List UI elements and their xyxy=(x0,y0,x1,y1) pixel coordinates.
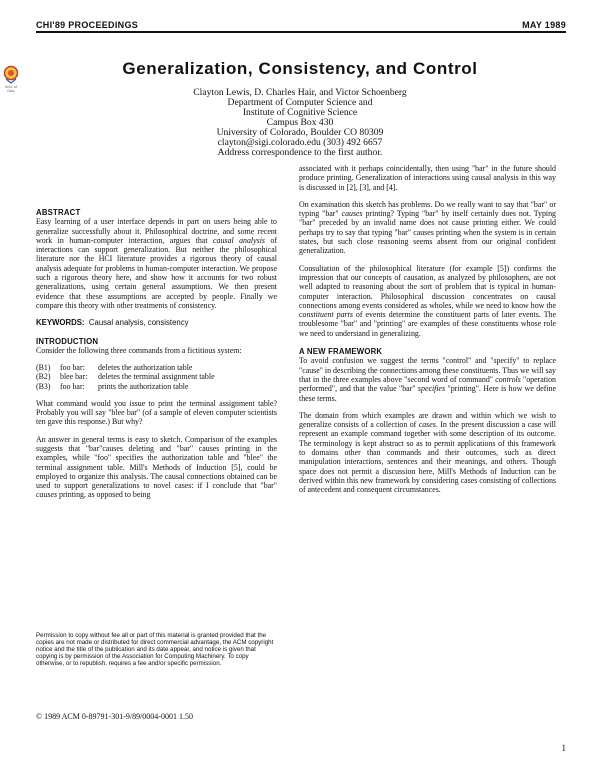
right-paragraph-3: Consultation of the philosophical literature (for example [5]) confirms the impression that our concepts of causation, as analyzed by philosophers, are not well adapted to reasoning about the sort of problem that is typical in human-computer interaction. Philosophical discussion concentrates on causal connections among events considered as wholes, while we need to know how the constituent parts of events determine the constituent parts of later events. The troublesome "bar" and "printing" are examples of these constituents whose role we need to understand in generalizing. xyxy=(299,263,556,338)
author-institute: Institute of Cognitive Science xyxy=(242,107,358,118)
running-header-right: MAY 1989 xyxy=(522,20,566,30)
abstract-text: Easy learning of a user interface depends in part on users being able to generalize successfully about it. Philosophical doctrine, and some recent work in human-computer interaction, argues that causal analysis of interactions can support generalization. But neither the philosophical literature nor the HCI literature provides a rigorous theory of causal analysis adequate for problems in human-computer interaction. We propose such a rigorous theory here, and show how it accounts for two robust generalizations, using certain general assumptions. We then present evidence that these assumptions are accepted by people. Finally we compare this theory with other treatments of consistency. xyxy=(36,217,278,310)
intro-paragraph-3: An answer in general terms is easy to sketch. Comparison of the examples suggests that "bar"causes deleting and "bar" causes printing in the examples, while "foo" specifies the authorization table and "blee" the terminal assignment table. Mill's Methods of Induction [5], could be employed to organize this analysis. The causal connections obtained can be used to support generalizations to novel cases: if I conclude that "bar" causes printing, as opposed to being xyxy=(36,434,277,500)
framework-paragraph-1: To avoid confusion we suggest the terms "control" and "specify" to replace "cause" in describing the connections among these constituents. Thus we will say that in the three examples above "second word of command" controls "operation performed", and that the value "bar" specifies "printing". Here is how we define these terms. xyxy=(299,356,556,403)
paper-title: Generalization, Consistency, and Control xyxy=(122,59,478,78)
keywords-text: Causal analysis, consistency xyxy=(88,318,189,328)
author-university: University of Colorado, Boulder CO 80309 xyxy=(216,127,384,138)
author-campus-box: Campus Box 430 xyxy=(266,117,334,128)
author-contact: clayton@sigi.colorado.edu (303) 492 6657 xyxy=(217,137,383,148)
intro-paragraph-2: What command would you issue to print the terminal assignment table? Probably you will say "blee bar" (of a sample of eleven computer scientists ten gave this response.) But why? xyxy=(36,398,277,427)
author-department: Department of Computer Science and xyxy=(227,97,373,108)
framework-heading: A NEW FRAMEWORK xyxy=(299,347,383,357)
left-column xyxy=(36,208,277,500)
command-row: (B3) foo bar: prints the authorization table xyxy=(36,381,189,391)
introduction-heading: INTRODUCTION xyxy=(36,336,99,346)
intro-paragraph-1: Consider the following three commands from a fictitious system: xyxy=(36,345,242,355)
framework-paragraph-2: The domain from which examples are drawn and within which we wish to generalize consists of a collection of cases. In the present discussion a case will represent an example command together with some description of its outcome. The terminology is kept abstract so as to permit applications of this framework to domains other than commands and their outcomes, such as direct manipulation interactions, sentences and their meanings, and others. Though space does not permit a discussion here, Mill's Methods of Induction can be derived within this new framework by considering cases consisting of collections of antecedent and consequent circumstances. xyxy=(299,410,556,495)
right-paragraph-1: associated with it perhaps coincidentally, then using "bar" in the future should produce printing. Generalization of interactions using causal analysis in this way is discussed in [2], [3], and [4]. xyxy=(299,164,556,192)
abstract-heading: ABSTRACT xyxy=(36,208,81,217)
copyright-line: © 1989 ACM 0-89791-301-9/89/0004-0001 1.50 xyxy=(36,712,193,721)
author-names: Clayton Lewis, D. Charles Hair, and Victor Schoenberg xyxy=(193,87,407,98)
right-column xyxy=(299,164,556,495)
right-paragraph-2: On examination this sketch has problems. Do we really want to say that "bar" or typing "bar" causes printing? Typing "bar" by itself certainly does not. Typing "bar" preceded by an invalid name does not cause printing either. We could perhaps try to say that typing "bar" causes printing when the system is in certain states, but such close reasoning seems absent from our original confident generalization. xyxy=(299,199,556,256)
command-list xyxy=(36,363,277,391)
command-row: (B2) blee bar: deletes the terminal assignment table xyxy=(36,372,215,382)
svg-text:Univ. of: Univ. of xyxy=(5,85,17,89)
keywords-line xyxy=(36,318,277,327)
page-number: 1 xyxy=(561,743,566,753)
keywords-label: KEYWORDS: xyxy=(36,318,85,328)
command-row: (B1) foo bar: deletes the authorization table xyxy=(36,363,193,373)
author-correspondence: Address correspondence to the first author. xyxy=(217,147,383,158)
author-block xyxy=(0,88,600,158)
header-rule xyxy=(36,31,566,33)
svg-text:Colo.: Colo. xyxy=(7,89,15,93)
permission-notice: Permission to copy without fee all or part of this material is granted provided that the copies are not made or distributed for direct commercial advantage, the ACM copyright notice and the title of the publication and its date appear, and notice is given that copying is by permission of the Association for Computing Machinery. To copy otherwise, or to republish, requires a fee and/or specific permission. xyxy=(36,632,274,668)
running-header-left: CHI'89 PROCEEDINGS xyxy=(36,20,139,30)
